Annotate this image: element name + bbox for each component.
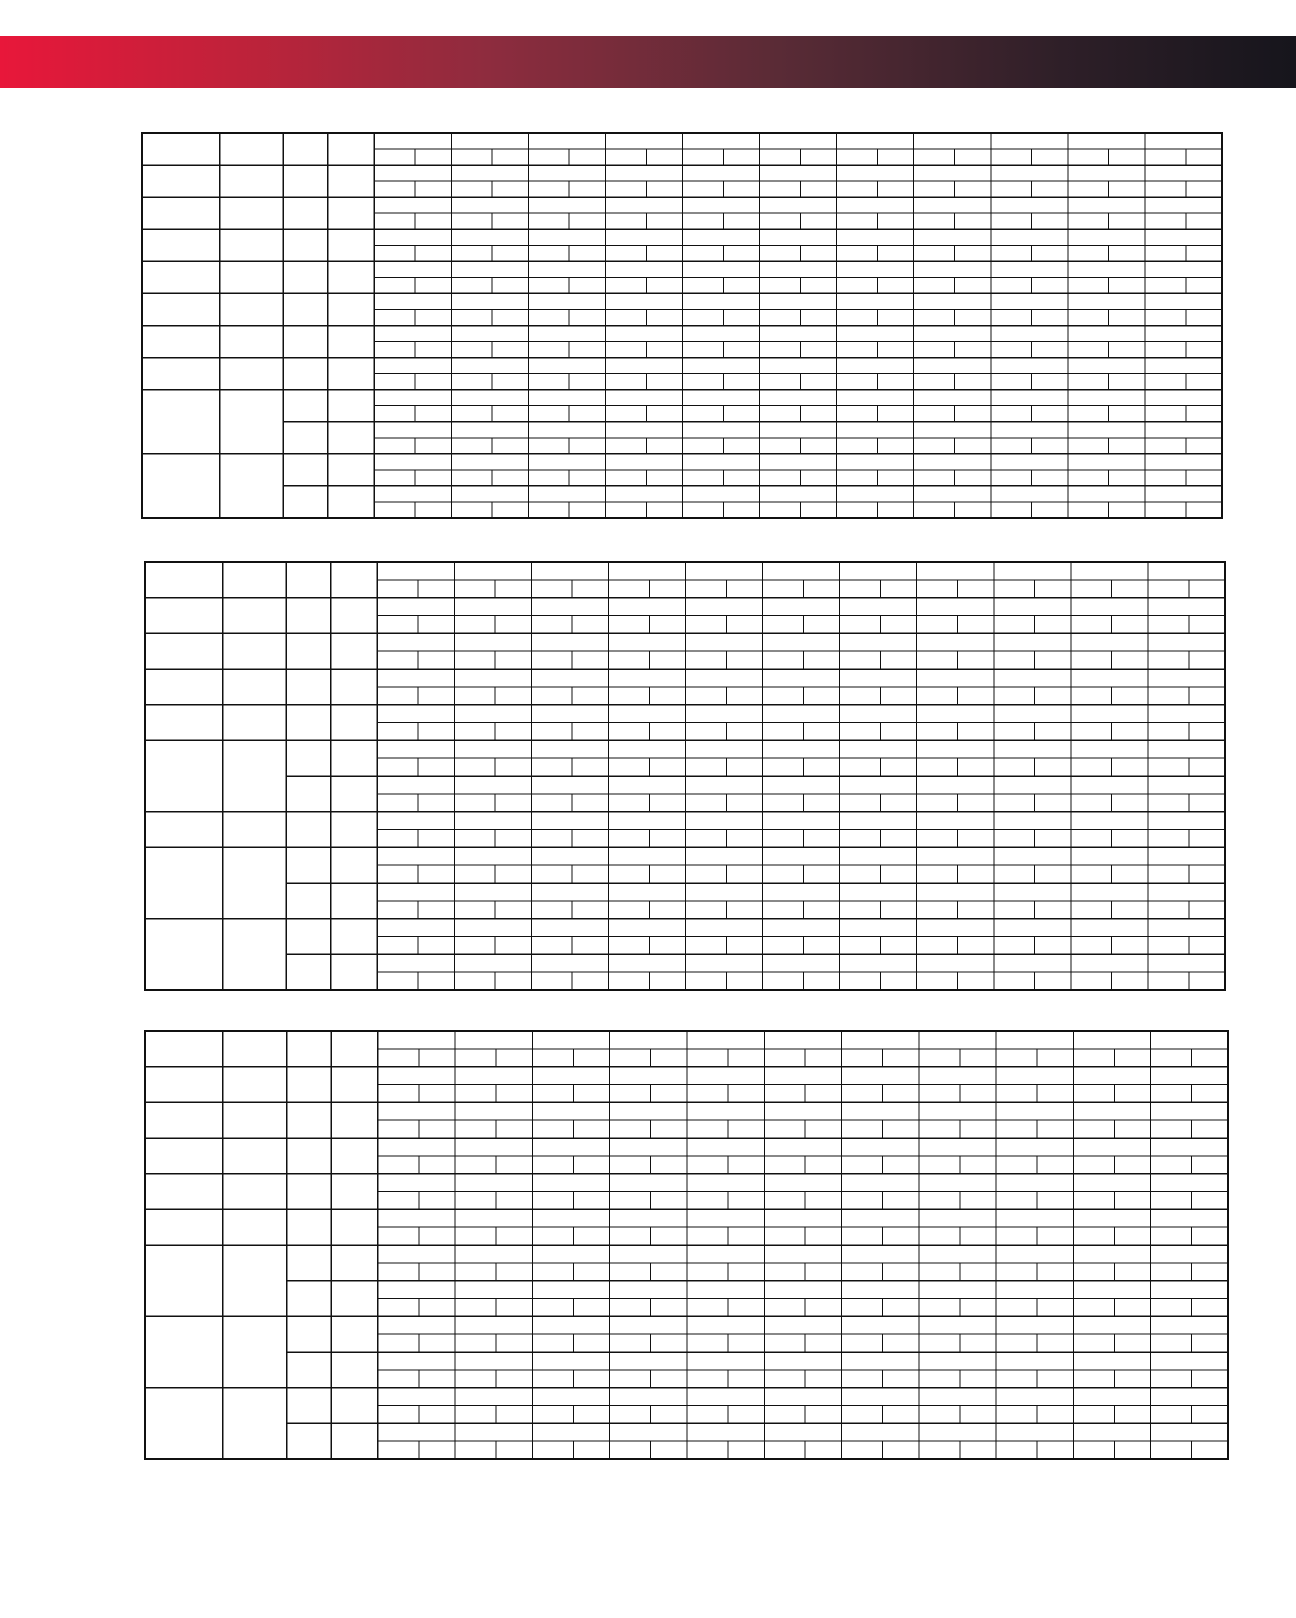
blank-table-1-grid xyxy=(142,133,1222,518)
blank-table-2 xyxy=(145,562,1225,990)
blank-table-3 xyxy=(145,1031,1228,1459)
blank-table-3-grid xyxy=(145,1031,1228,1459)
blank-table-2-grid xyxy=(145,562,1225,990)
header-banner xyxy=(0,36,1296,88)
blank-table-1 xyxy=(142,133,1222,518)
